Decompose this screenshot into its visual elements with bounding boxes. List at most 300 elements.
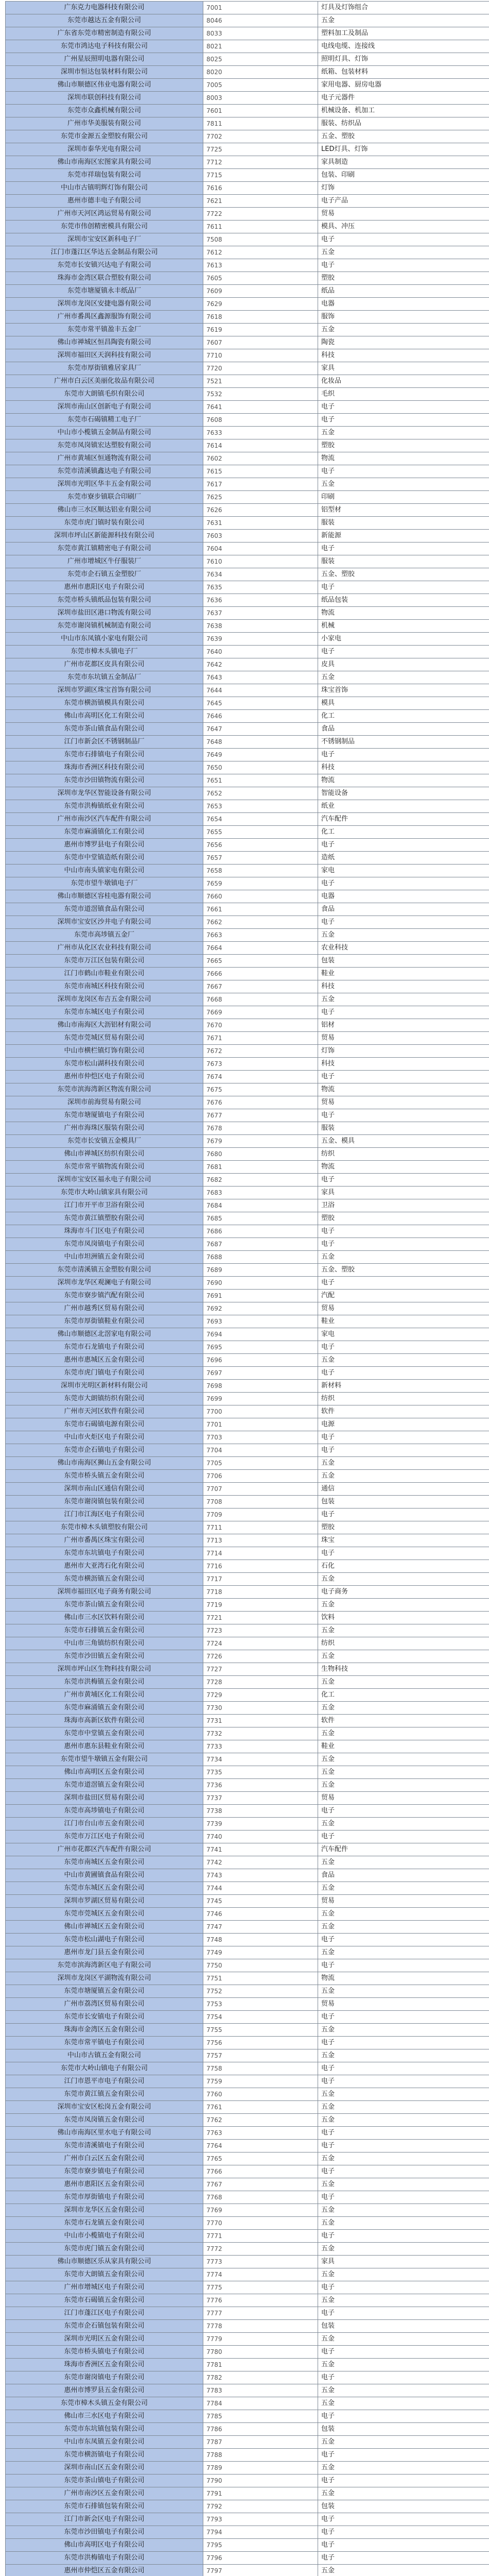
product-category-cell: 鞋业	[318, 968, 489, 980]
company-name-cell: 佛山市南海区宏图家具有限公司	[6, 156, 203, 169]
booth-code-cell: 7753	[203, 1998, 318, 2011]
product-category-cell: 农业科技	[318, 942, 489, 955]
booth-code-cell: 7726	[203, 1650, 318, 1663]
table-row	[6, 2539, 489, 2552]
product-category-cell: 智能设备	[318, 787, 489, 800]
product-category-cell: 五金	[318, 1599, 489, 1612]
booth-code-cell: 7739	[203, 1818, 318, 1831]
product-category-cell: 五金	[318, 2359, 489, 2371]
table-row	[6, 1251, 489, 1264]
table-row	[6, 671, 489, 684]
table-row	[6, 1393, 489, 1405]
company-name-cell: 东莞市厚街镇雅居家具厂	[6, 362, 203, 375]
booth-code-cell: 7701	[203, 1418, 318, 1431]
table-row	[6, 388, 489, 401]
product-category-cell: 五金	[318, 427, 489, 439]
booth-code-cell: 7730	[203, 1702, 318, 1715]
company-name-cell: 广东克力电器科技有限公司	[6, 2, 203, 14]
company-name-cell: 惠州市惠阳区电子有限公司	[6, 581, 203, 594]
product-category-cell: 五金	[318, 246, 489, 259]
booth-code-cell: 7678	[203, 1122, 318, 1135]
booth-code-cell: 7645	[203, 697, 318, 710]
product-category-cell: 家具	[318, 2256, 489, 2268]
table-row	[6, 1380, 489, 1393]
booth-code-cell: 7663	[203, 929, 318, 942]
booth-code-cell: 7607	[203, 336, 318, 349]
company-name-cell: 珠海市金湾区联合塑胶有限公司	[6, 272, 203, 285]
table-row	[6, 2114, 489, 2127]
booth-code-cell: 7782	[203, 2371, 318, 2384]
product-category-cell: 软件	[318, 1405, 489, 1418]
booth-code-cell: 7777	[203, 2307, 318, 2320]
product-category-cell: 电子元器件	[318, 92, 489, 105]
table-row	[6, 2037, 489, 2049]
company-name-cell: 深圳市光明区五金有限公司	[6, 2333, 203, 2346]
product-category-cell: 服装	[318, 555, 489, 568]
table-row	[6, 1599, 489, 1612]
booth-code-cell: 7532	[203, 388, 318, 401]
product-category-cell: 电子	[318, 2037, 489, 2049]
company-name-cell: 中山市古镇五金有限公司	[6, 2049, 203, 2062]
company-name-cell: 广州市天河区鸿运贸易有限公司	[6, 208, 203, 221]
table-row	[6, 2487, 489, 2500]
table-row	[6, 1624, 489, 1637]
product-category-cell: 鞋业	[318, 1315, 489, 1328]
company-name-cell: 东莞市松山湖科技有限公司	[6, 1058, 203, 1071]
product-category-cell: 电器	[318, 890, 489, 903]
table-row	[6, 903, 489, 916]
product-category-cell: 五金	[318, 2178, 489, 2191]
booth-code-cell: 7604	[203, 543, 318, 555]
table-row	[6, 105, 489, 117]
booth-code-cell: 7650	[203, 761, 318, 774]
table-row	[6, 1212, 489, 1225]
product-category-cell: 电子	[318, 1509, 489, 1521]
company-name-cell: 佛山市顺德区容桂电器有限公司	[6, 890, 203, 903]
table-row	[6, 259, 489, 272]
company-name-cell: 东莞市麻涌镇五金有限公司	[6, 1702, 203, 1715]
table-row	[6, 1818, 489, 1831]
product-category-cell: 电子	[318, 2371, 489, 2384]
table-row	[6, 2410, 489, 2423]
company-name-cell: 深圳市罗湖区珠宝首饰有限公司	[6, 684, 203, 697]
table-row	[6, 1315, 489, 1328]
company-name-cell: 东莞市谢岗镇包装有限公司	[6, 1496, 203, 1509]
product-category-cell: 电子	[318, 414, 489, 427]
company-name-cell: 中山市小榄镇电子有限公司	[6, 2230, 203, 2243]
booth-code-cell: 7698	[203, 1380, 318, 1393]
table-row	[6, 1161, 489, 1174]
product-category-cell: 电子	[318, 2410, 489, 2423]
booth-code-cell: 7611	[203, 221, 318, 233]
product-category-cell: 五金	[318, 2487, 489, 2500]
product-category-cell: 五金	[318, 2153, 489, 2165]
booth-code-cell: 7659	[203, 877, 318, 890]
booth-code-cell: 7669	[203, 1006, 318, 1019]
company-name-cell: 深圳市龙华区观澜电子有限公司	[6, 1277, 203, 1290]
product-category-cell: 五金	[318, 1727, 489, 1740]
booth-code-cell: 7796	[203, 2552, 318, 2565]
booth-code-cell: 8033	[203, 27, 318, 40]
product-category-cell: 汽配	[318, 1290, 489, 1302]
product-category-cell: 毛织	[318, 388, 489, 401]
booth-code-cell: 7709	[203, 1509, 318, 1521]
company-name-cell: 中山市横栏镇灯饰有限公司	[6, 1045, 203, 1058]
company-name-cell: 东莞市企石镇包装有限公司	[6, 2320, 203, 2333]
company-name-cell: 珠海市香洲区科技有限公司	[6, 761, 203, 774]
booth-code-cell: 7615	[203, 465, 318, 478]
company-name-cell: 深圳市联创科技有限公司	[6, 92, 203, 105]
table-row	[6, 478, 489, 491]
company-name-cell: 东莞市道滘镇五金有限公司	[6, 1779, 203, 1792]
booth-code-cell: 7696	[203, 1354, 318, 1367]
company-name-cell: 深圳市龙华区智能设备有限公司	[6, 787, 203, 800]
product-category-cell: 五金	[318, 2114, 489, 2127]
table-row	[6, 761, 489, 774]
booth-code-cell: 7766	[203, 2165, 318, 2178]
table-row	[6, 1444, 489, 1457]
company-name-cell: 深圳市光明区新材料有限公司	[6, 1380, 203, 1393]
table-row	[6, 2475, 489, 2487]
table-row	[6, 2294, 489, 2307]
product-category-cell: 电子	[318, 2526, 489, 2539]
company-name-cell: 东莞市滨海湾新区电子有限公司	[6, 1959, 203, 1972]
booth-code-cell: 7729	[203, 1689, 318, 1702]
product-category-cell: 贸易	[318, 208, 489, 221]
booth-code-cell: 7692	[203, 1302, 318, 1315]
booth-code-cell: 8025	[203, 53, 318, 66]
company-name-cell: 佛山市三水区电子有限公司	[6, 2410, 203, 2423]
company-name-cell: 广州市白云区美丽化妆品有限公司	[6, 375, 203, 388]
table-row	[6, 1405, 489, 1418]
table-row	[6, 2449, 489, 2462]
table-row	[6, 1187, 489, 1199]
booth-code-cell: 7779	[203, 2333, 318, 2346]
table-row	[6, 233, 489, 246]
product-category-cell: 电源	[318, 1418, 489, 1431]
company-name-cell: 东莞市大岭山镇电子有限公司	[6, 2062, 203, 2075]
company-name-cell: 珠海市斗门区电子有限公司	[6, 1225, 203, 1238]
product-category-cell: 五金	[318, 1624, 489, 1637]
booth-code-cell: 7740	[203, 1831, 318, 1843]
product-category-cell: 五金	[318, 1882, 489, 1895]
company-name-cell: 广州市番禺区珠宝有限公司	[6, 1534, 203, 1547]
table-row	[6, 1715, 489, 1727]
booth-code-cell: 7734	[203, 1753, 318, 1766]
product-category-cell: 纺织	[318, 1148, 489, 1161]
booth-code-cell: 7625	[203, 491, 318, 504]
company-name-cell: 东莞市大朗镇纺织有限公司	[6, 1393, 203, 1405]
product-category-cell: 电子	[318, 2230, 489, 2243]
booth-code-cell: 7719	[203, 1599, 318, 1612]
product-category-cell: 电子	[318, 1444, 489, 1457]
table-row	[6, 2462, 489, 2475]
product-category-cell: 电子	[318, 2165, 489, 2178]
table-row	[6, 813, 489, 826]
company-name-cell: 佛山市南海区里水电子有限公司	[6, 2127, 203, 2140]
booth-code-cell: 7718	[203, 1586, 318, 1599]
product-category-cell: 五金	[318, 1779, 489, 1792]
booth-code-cell: 7689	[203, 1264, 318, 1277]
booth-code-cell: 7792	[203, 2500, 318, 2513]
booth-code-cell: 7752	[203, 1985, 318, 1998]
product-category-cell: 食品	[318, 903, 489, 916]
product-category-cell: 物流	[318, 607, 489, 620]
product-category-cell: 电子	[318, 2191, 489, 2204]
booth-code-cell: 7747	[203, 1921, 318, 1934]
product-category-cell: 化工	[318, 1689, 489, 1702]
product-category-cell: 五金、塑胶	[318, 568, 489, 581]
table-row	[6, 1148, 489, 1161]
booth-code-cell: 7643	[203, 671, 318, 684]
table-row	[6, 1650, 489, 1663]
product-category-cell: 五金	[318, 2101, 489, 2114]
table-row	[6, 208, 489, 221]
product-category-cell: 机械	[318, 620, 489, 633]
booth-code-cell: 7742	[203, 1856, 318, 1869]
product-category-cell: 服装、纺织品	[318, 117, 489, 130]
table-row	[6, 1341, 489, 1354]
product-category-cell: 物流	[318, 774, 489, 787]
company-name-cell: 东莞市常平镇盈丰五金厂	[6, 324, 203, 336]
table-row	[6, 53, 489, 66]
booth-code-cell: 7664	[203, 942, 318, 955]
company-name-cell: 江门市恩平市电子有限公司	[6, 2075, 203, 2088]
table-row	[6, 517, 489, 530]
company-name-cell: 东莞市伟创精密模具有限公司	[6, 221, 203, 233]
company-name-cell: 广州市荔湾区贸易有限公司	[6, 1998, 203, 2011]
booth-code-cell: 7653	[203, 800, 318, 813]
booth-code-cell: 7765	[203, 2153, 318, 2165]
company-name-cell: 东莞市虎门镇五金有限公司	[6, 2243, 203, 2256]
product-category-cell: 软件	[318, 1715, 489, 1727]
booth-code-cell: 7652	[203, 787, 318, 800]
product-category-cell: 电子	[318, 1071, 489, 1083]
table-row	[6, 1676, 489, 1689]
company-name-cell: 东莞市高埗镇电子有限公司	[6, 1805, 203, 1818]
company-name-cell: 深圳市福田区天润科技有限公司	[6, 349, 203, 362]
product-category-cell: 五金、塑胶	[318, 1264, 489, 1277]
table-row	[6, 980, 489, 993]
company-name-cell: 东莞市樟木头镇电子厂	[6, 646, 203, 658]
product-category-cell: 贸易	[318, 1302, 489, 1315]
table-row	[6, 826, 489, 839]
table-row	[6, 130, 489, 143]
product-category-cell: 塑胶	[318, 1212, 489, 1225]
product-category-cell: 科技	[318, 761, 489, 774]
table-row	[6, 723, 489, 736]
booth-code-cell: 7618	[203, 311, 318, 324]
table-row	[6, 1225, 489, 1238]
table-row	[6, 2333, 489, 2346]
product-category-cell: 电子	[318, 2140, 489, 2153]
company-name-cell: 东莞市虎门镇时装有限公司	[6, 517, 203, 530]
company-table	[5, 1, 489, 2576]
product-category-cell: 五金	[318, 1650, 489, 1663]
company-name-cell: 东莞市松山湖电子有限公司	[6, 1934, 203, 1946]
product-category-cell: 通信	[318, 1483, 489, 1496]
table-row	[6, 1727, 489, 1740]
product-category-cell: 五金、模具	[318, 1135, 489, 1148]
table-row	[6, 2127, 489, 2140]
company-name-cell: 深圳市前海贸易有限公司	[6, 1096, 203, 1109]
table-row	[6, 1946, 489, 1959]
product-category-cell: 五金	[318, 1753, 489, 1766]
product-category-cell: 五金	[318, 2397, 489, 2410]
product-category-cell: 电子	[318, 877, 489, 890]
company-name-cell: 惠州市惠东县鞋业有限公司	[6, 1740, 203, 1753]
booth-code-cell: 7687	[203, 1238, 318, 1251]
product-category-cell: 印刷	[318, 491, 489, 504]
table-row	[6, 1921, 489, 1934]
company-name-cell: 东莞市清溪镇电子有限公司	[6, 2140, 203, 2153]
table-row	[6, 27, 489, 40]
booth-code-cell: 7703	[203, 1431, 318, 1444]
company-name-cell: 惠州市德丰电子有限公司	[6, 195, 203, 208]
booth-code-cell: 7787	[203, 2436, 318, 2449]
table-row	[6, 2, 489, 14]
table-row	[6, 1032, 489, 1045]
booth-code-cell: 7649	[203, 749, 318, 761]
company-name-cell: 中山市东凤镇小家电有限公司	[6, 633, 203, 646]
product-category-cell: 新材料	[318, 1380, 489, 1393]
company-name-cell: 江门市蓬江区华达五金制品有限公司	[6, 246, 203, 259]
table-row	[6, 1431, 489, 1444]
booth-code-cell: 7775	[203, 2281, 318, 2294]
booth-code-cell: 7626	[203, 504, 318, 517]
table-row	[6, 1895, 489, 1908]
table-row	[6, 1882, 489, 1895]
table-row	[6, 710, 489, 723]
company-name-cell: 东莞市望牛墩镇五金有限公司	[6, 1753, 203, 1766]
table-row	[6, 2371, 489, 2384]
booth-code-cell: 7784	[203, 2397, 318, 2410]
table-row	[6, 311, 489, 324]
table-row	[6, 14, 489, 27]
product-category-cell: 五金	[318, 2024, 489, 2037]
product-category-cell: 五金	[318, 2204, 489, 2217]
booth-code-cell: 7711	[203, 1521, 318, 1534]
table-row	[6, 1483, 489, 1496]
table-row	[6, 1277, 489, 1290]
booth-code-cell: 7732	[203, 1727, 318, 1740]
company-name-cell: 东莞市茶山镇五金有限公司	[6, 1599, 203, 1612]
product-category-cell: 物流	[318, 452, 489, 465]
table-row	[6, 1972, 489, 1985]
company-name-cell: 东莞市东坑镇包装有限公司	[6, 2423, 203, 2436]
booth-code-cell: 7686	[203, 1225, 318, 1238]
table-row	[6, 2565, 489, 2576]
booth-code-cell: 7667	[203, 980, 318, 993]
product-category-cell: 小家电	[318, 633, 489, 646]
product-category-cell: 电子	[318, 233, 489, 246]
product-category-cell: 电子产品	[318, 195, 489, 208]
product-category-cell: 贸易	[318, 1792, 489, 1805]
product-category-cell: 电子	[318, 2449, 489, 2462]
table-row	[6, 491, 489, 504]
table-row	[6, 787, 489, 800]
product-category-cell: 塑胶	[318, 272, 489, 285]
product-category-cell: 电子	[318, 1238, 489, 1251]
product-category-cell: 电子	[318, 1341, 489, 1354]
company-name-cell: 东莞市石排镇五金有限公司	[6, 1624, 203, 1637]
company-name-cell: 东莞市沙田镇电子有限公司	[6, 2526, 203, 2539]
company-name-cell: 东莞市虎门镇电子有限公司	[6, 1367, 203, 1380]
booth-code-cell: 7603	[203, 530, 318, 543]
booth-code-cell: 7768	[203, 2191, 318, 2204]
table-row	[6, 993, 489, 1006]
product-category-cell: 照明灯具、灯饰	[318, 53, 489, 66]
booth-code-cell: 7793	[203, 2513, 318, 2526]
product-category-cell: 家电	[318, 1328, 489, 1341]
product-category-cell: 科技	[318, 980, 489, 993]
table-row	[6, 2346, 489, 2359]
booth-code-cell: 7762	[203, 2114, 318, 2127]
company-name-cell: 广州市增城区牛仔服装厂	[6, 555, 203, 568]
booth-code-cell: 7614	[203, 439, 318, 452]
booth-code-cell: 7737	[203, 1792, 318, 1805]
table-row	[6, 594, 489, 607]
company-name-cell: 东莞市南城区科技有限公司	[6, 980, 203, 993]
booth-code-cell: 7612	[203, 246, 318, 259]
booth-code-cell: 7754	[203, 2011, 318, 2024]
booth-code-cell: 7613	[203, 259, 318, 272]
company-name-cell: 佛山市三水区顺达铝业有限公司	[6, 504, 203, 517]
product-category-cell: 塑胶	[318, 1521, 489, 1534]
booth-code-cell: 7786	[203, 2423, 318, 2436]
product-category-cell: 纸业	[318, 800, 489, 813]
product-category-cell: 塑料加工及制品	[318, 27, 489, 40]
booth-code-cell: 7644	[203, 684, 318, 697]
company-name-cell: 东莞市樟木头镇五金有限公司	[6, 2397, 203, 2410]
product-category-cell: 皮具	[318, 658, 489, 671]
company-name-cell: 中山市黄圃镇食品有限公司	[6, 1869, 203, 1882]
company-name-cell: 深圳市龙岗区布吉五金有限公司	[6, 993, 203, 1006]
product-category-cell: 包装、印刷	[318, 169, 489, 182]
booth-code-cell: 7714	[203, 1547, 318, 1560]
product-category-cell: 五金	[318, 1251, 489, 1264]
booth-code-cell: 7733	[203, 1740, 318, 1753]
company-name-cell: 东莞市长安镇五金模具厂	[6, 1135, 203, 1148]
table-row	[6, 1831, 489, 1843]
company-name-cell: 佛山市南海区狮山五金有限公司	[6, 1457, 203, 1470]
booth-code-cell: 7699	[203, 1393, 318, 1405]
product-category-cell: 五金	[318, 1985, 489, 1998]
table-row	[6, 1766, 489, 1779]
booth-code-cell: 7781	[203, 2359, 318, 2371]
booth-code-cell: 7721	[203, 1612, 318, 1624]
company-name-cell: 东莞市祥瑞包装有限公司	[6, 169, 203, 182]
company-name-cell: 东莞市常平镇物流有限公司	[6, 1161, 203, 1174]
company-name-cell: 佛山市顺德区北滘家电有限公司	[6, 1328, 203, 1341]
product-category-cell: 电子	[318, 1805, 489, 1818]
company-name-cell: 东莞市塘厦镇五金有限公司	[6, 1985, 203, 1998]
table-row	[6, 1843, 489, 1856]
company-name-cell: 东莞市南城区五金有限公司	[6, 1856, 203, 1869]
table-row	[6, 2075, 489, 2088]
company-name-cell: 惠州市博罗县电子有限公司	[6, 839, 203, 852]
booth-code-cell: 7685	[203, 1212, 318, 1225]
booth-code-cell: 7749	[203, 1946, 318, 1959]
company-name-cell: 惠州市仲恺区五金有限公司	[6, 2565, 203, 2576]
table-row	[6, 2307, 489, 2320]
booth-code-cell: 7760	[203, 2088, 318, 2101]
booth-code-cell: 7700	[203, 1405, 318, 1418]
company-name-cell: 东莞市塘厦镇永丰纸品厂	[6, 285, 203, 298]
table-row	[6, 1663, 489, 1676]
company-table-body	[6, 2, 489, 2576]
company-name-cell: 东莞市沙田镇物流有限公司	[6, 774, 203, 787]
